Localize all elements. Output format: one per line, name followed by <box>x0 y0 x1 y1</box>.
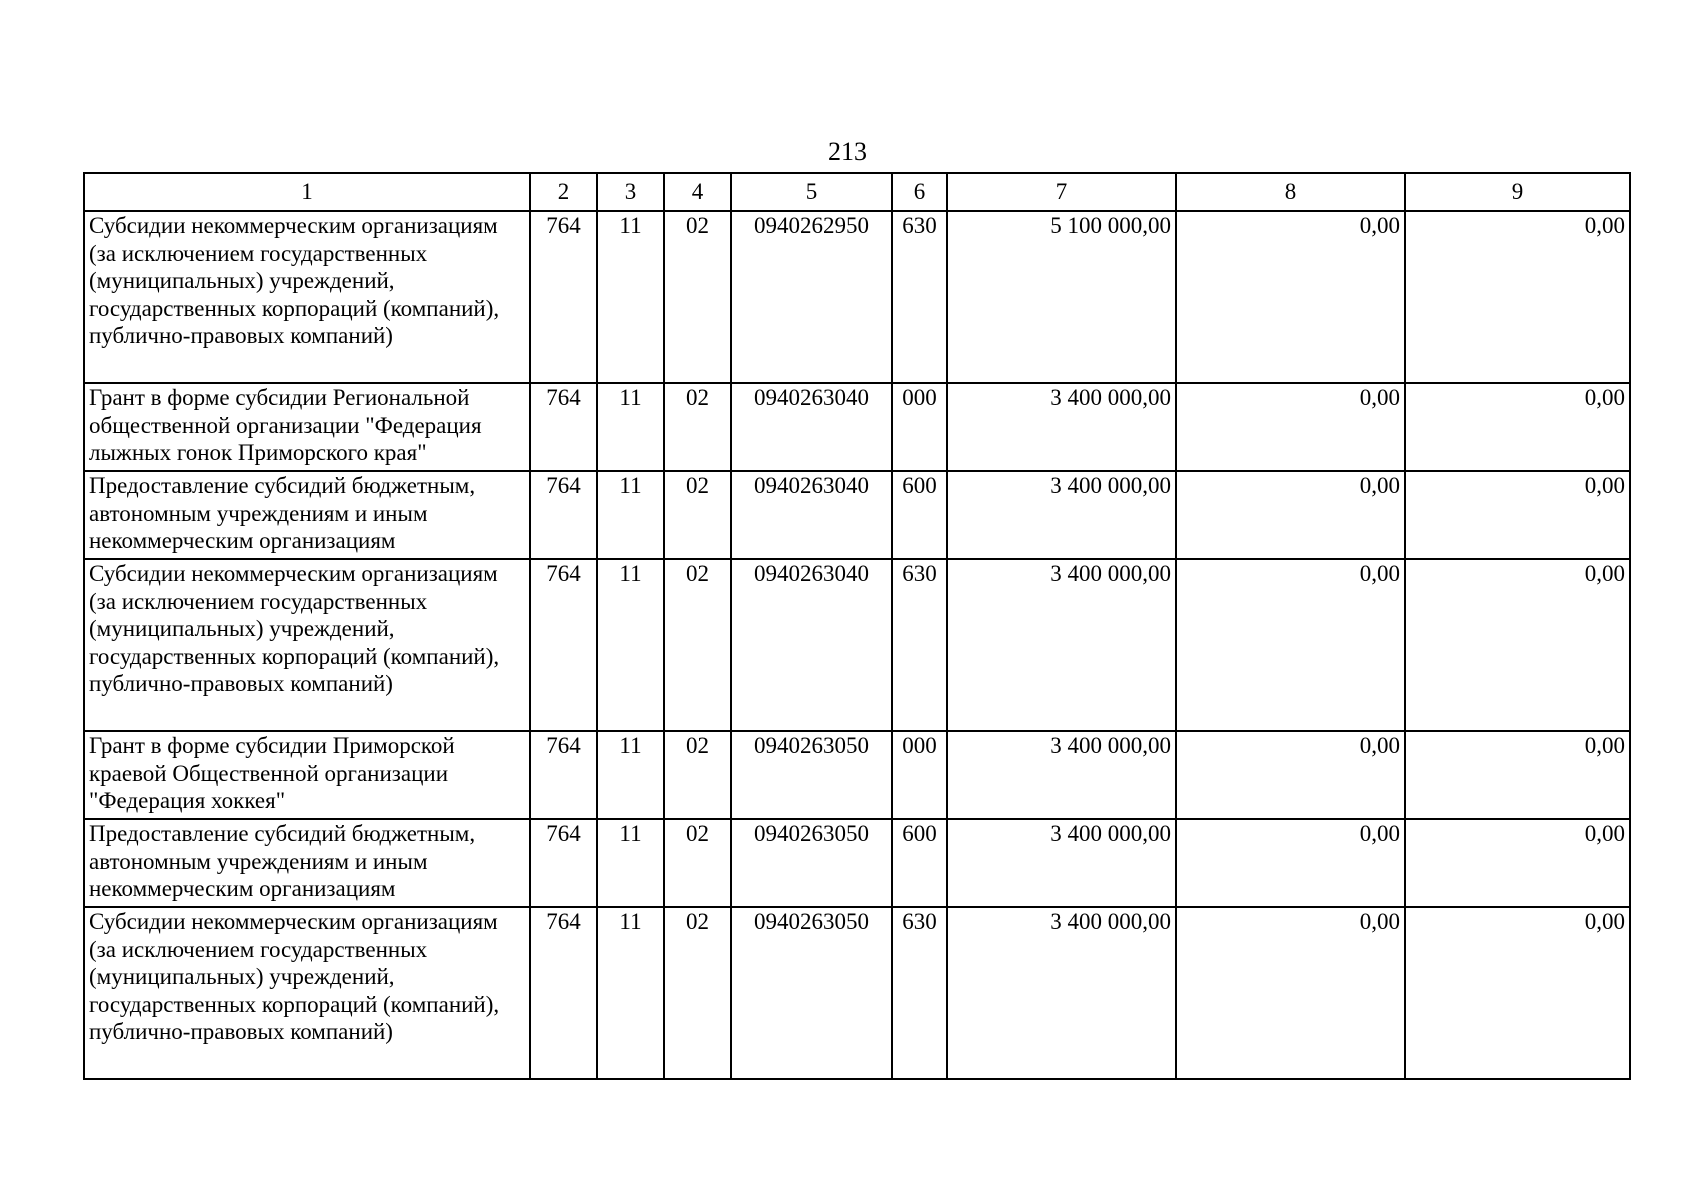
row-col7: 3 400 000,00 <box>947 383 1176 471</box>
row-col2: 764 <box>530 471 597 559</box>
row-col9: 0,00 <box>1405 471 1630 559</box>
table-row <box>84 211 1630 383</box>
table-row <box>84 471 1630 559</box>
row-col2: 764 <box>530 731 597 819</box>
row-col3: 11 <box>597 211 664 383</box>
row-col4: 02 <box>664 731 731 819</box>
row-col8: 0,00 <box>1176 819 1405 907</box>
row-col4: 02 <box>664 559 731 731</box>
col-header-6: 6 <box>892 173 947 211</box>
header-row <box>84 173 1630 211</box>
row-name: Субсидии некоммерческим организациям (за исключением государственных (муниципальных) учреждений, государственных корпораций (компаний), публично-правовых компаний) <box>84 211 530 383</box>
col-header-8: 8 <box>1176 173 1405 211</box>
table-row <box>84 819 1630 907</box>
row-col7: 3 400 000,00 <box>947 559 1176 731</box>
row-col6: 000 <box>892 383 947 471</box>
row-col2: 764 <box>530 907 597 1079</box>
row-col4: 02 <box>664 819 731 907</box>
row-col2: 764 <box>530 559 597 731</box>
row-col8: 0,00 <box>1176 471 1405 559</box>
table-row <box>84 731 1630 819</box>
row-col8: 0,00 <box>1176 731 1405 819</box>
row-col7: 3 400 000,00 <box>947 471 1176 559</box>
col-header-3: 3 <box>597 173 664 211</box>
row-col6: 600 <box>892 819 947 907</box>
row-col9: 0,00 <box>1405 907 1630 1079</box>
row-col3: 11 <box>597 559 664 731</box>
row-col9: 0,00 <box>1405 211 1630 383</box>
row-col7: 3 400 000,00 <box>947 731 1176 819</box>
row-col5: 0940263040 <box>731 559 892 731</box>
row-col2: 764 <box>530 819 597 907</box>
table-row <box>84 559 1630 731</box>
row-col4: 02 <box>664 211 731 383</box>
row-col6: 630 <box>892 559 947 731</box>
row-col6: 630 <box>892 907 947 1079</box>
row-col6: 600 <box>892 471 947 559</box>
row-col5: 0940263050 <box>731 819 892 907</box>
row-name: Субсидии некоммерческим организациям (за исключением государственных (муниципальных) учреждений, государственных корпораций (компаний), публично-правовых компаний) <box>84 559 530 731</box>
row-name: Предоставление субсидий бюджетным, автономным учреждениям и иным некоммерческим организациям <box>84 471 530 559</box>
row-col8: 0,00 <box>1176 559 1405 731</box>
row-col5: 0940263050 <box>731 731 892 819</box>
col-header-4: 4 <box>664 173 731 211</box>
col-header-2: 2 <box>530 173 597 211</box>
row-name: Грант в форме субсидии Региональной общественной организации "Федерация лыжных гонок Приморского края" <box>84 383 530 471</box>
row-col4: 02 <box>664 383 731 471</box>
row-name: Субсидии некоммерческим организациям (за исключением государственных (муниципальных) учреждений, государственных корпораций (компаний), публично-правовых компаний) <box>84 907 530 1079</box>
row-col3: 11 <box>597 731 664 819</box>
row-col9: 0,00 <box>1405 819 1630 907</box>
row-col5: 0940262950 <box>731 211 892 383</box>
row-col6: 630 <box>892 211 947 383</box>
row-col4: 02 <box>664 471 731 559</box>
col-header-9: 9 <box>1405 173 1630 211</box>
row-col8: 0,00 <box>1176 383 1405 471</box>
row-col8: 0,00 <box>1176 211 1405 383</box>
table-row <box>84 907 1630 1079</box>
row-col7: 3 400 000,00 <box>947 819 1176 907</box>
row-col3: 11 <box>597 383 664 471</box>
row-col2: 764 <box>530 383 597 471</box>
row-col5: 0940263040 <box>731 471 892 559</box>
row-col9: 0,00 <box>1405 559 1630 731</box>
row-col6: 000 <box>892 731 947 819</box>
row-col2: 764 <box>530 211 597 383</box>
page-number: 213 <box>828 137 867 166</box>
row-col4: 02 <box>664 907 731 1079</box>
row-col8: 0,00 <box>1176 907 1405 1079</box>
row-col7: 3 400 000,00 <box>947 907 1176 1079</box>
col-header-1: 1 <box>84 173 530 211</box>
row-col9: 0,00 <box>1405 383 1630 471</box>
row-name: Предоставление субсидий бюджетным, автономным учреждениям и иным некоммерческим организациям <box>84 819 530 907</box>
row-col3: 11 <box>597 471 664 559</box>
row-col3: 11 <box>597 819 664 907</box>
row-col9: 0,00 <box>1405 731 1630 819</box>
col-header-5: 5 <box>731 173 892 211</box>
budget-table <box>83 172 1631 1080</box>
row-col5: 0940263040 <box>731 383 892 471</box>
row-name: Грант в форме субсидии Приморской краевой Общественной организации "Федерация хоккея" <box>84 731 530 819</box>
table-row <box>84 383 1630 471</box>
row-col5: 0940263050 <box>731 907 892 1079</box>
row-col3: 11 <box>597 907 664 1079</box>
col-header-7: 7 <box>947 173 1176 211</box>
row-col7: 5 100 000,00 <box>947 211 1176 383</box>
